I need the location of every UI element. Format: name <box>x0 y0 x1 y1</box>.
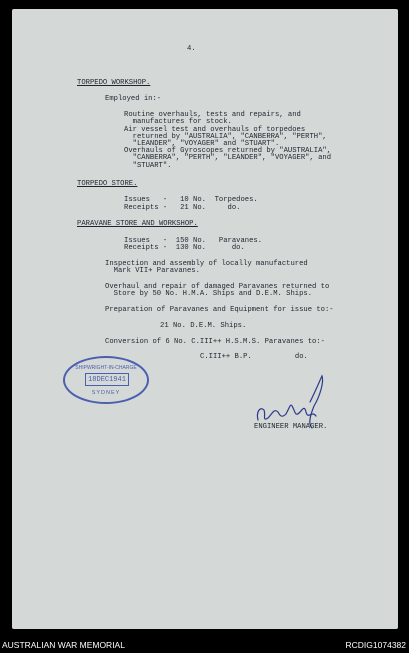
workshop-line: returned by "AUSTRALIA", "CANBERRA", "PERTH", <box>124 133 327 141</box>
store-line: Receipts - 21 No. do. <box>124 204 241 212</box>
paravane-stock-line: Receipts - 130 No. do. <box>124 244 245 252</box>
paravane-paragraph: Preparation of Paravanes and Equipment for issue to:- <box>105 306 334 314</box>
paravane-paragraph: C.III++ B.P. do. <box>200 353 308 361</box>
stamp-top-text: SHIPWRIGHT-IN-CHARGE <box>75 365 137 371</box>
workshop-line: "CANBERRA", "PERTH", "LEANDER", "VOYAGER", and <box>124 154 332 162</box>
signature-title: ENGINEER MANAGER. <box>254 423 328 431</box>
document-page <box>12 9 398 629</box>
store-line: Issues - 10 No. Torpedoes. <box>124 196 258 204</box>
paravane-paragraph: Conversion of 6 No. C.III++ H.S.M.S. Paravanes to:- <box>105 338 325 346</box>
heading-torpedo-store: TORPEDO STORE. <box>77 180 138 188</box>
stamp-date-box <box>85 373 129 386</box>
intro-text: Employed in:- <box>105 95 162 103</box>
footer-right: RCDIG1074382 <box>345 640 406 650</box>
paravane-paragraph: Store by 50 No. H.M.A. Ships and D.E.M. Ships. <box>105 290 313 298</box>
workshop-line: manufactures for stock. <box>124 118 232 126</box>
workshop-line: "LEANDER", "VOYAGER" and "STUART". <box>124 140 280 148</box>
paravane-paragraph: 21 No. D.E.M. Ships. <box>160 322 247 330</box>
heading-paravane-store: PARAVANE STORE AND WORKSHOP. <box>77 220 198 228</box>
date-stamp <box>63 356 149 404</box>
stamp-date: 18DEC1941 <box>88 376 126 384</box>
workshop-line: Air vessel test and overhauls of torpedoes <box>124 126 306 134</box>
paravane-paragraph: Overhaul and repair of damaged Paravanes returned to <box>105 283 330 291</box>
heading-torpedo-workshop: TORPEDO WORKSHOP. <box>77 79 151 87</box>
workshop-line: "STUART". <box>124 162 172 170</box>
paravane-paragraph: Mark VII+ Paravanes. <box>105 267 200 275</box>
paravane-paragraph: Inspection and assembly of locally manufactured <box>105 260 308 268</box>
stamp-bottom-text: SYDNEY <box>91 390 121 396</box>
workshop-line: Overhauls of Gyroscopes returned by "AUSTRALIA", <box>124 147 332 155</box>
paravane-stock-line: Issues - 150 No. Paravanes. <box>124 237 263 245</box>
footer-left: AUSTRALIAN WAR MEMORIAL <box>2 640 125 650</box>
workshop-line: Routine overhauls, tests and repairs, and <box>124 111 301 119</box>
page-number: 4. <box>187 45 196 53</box>
